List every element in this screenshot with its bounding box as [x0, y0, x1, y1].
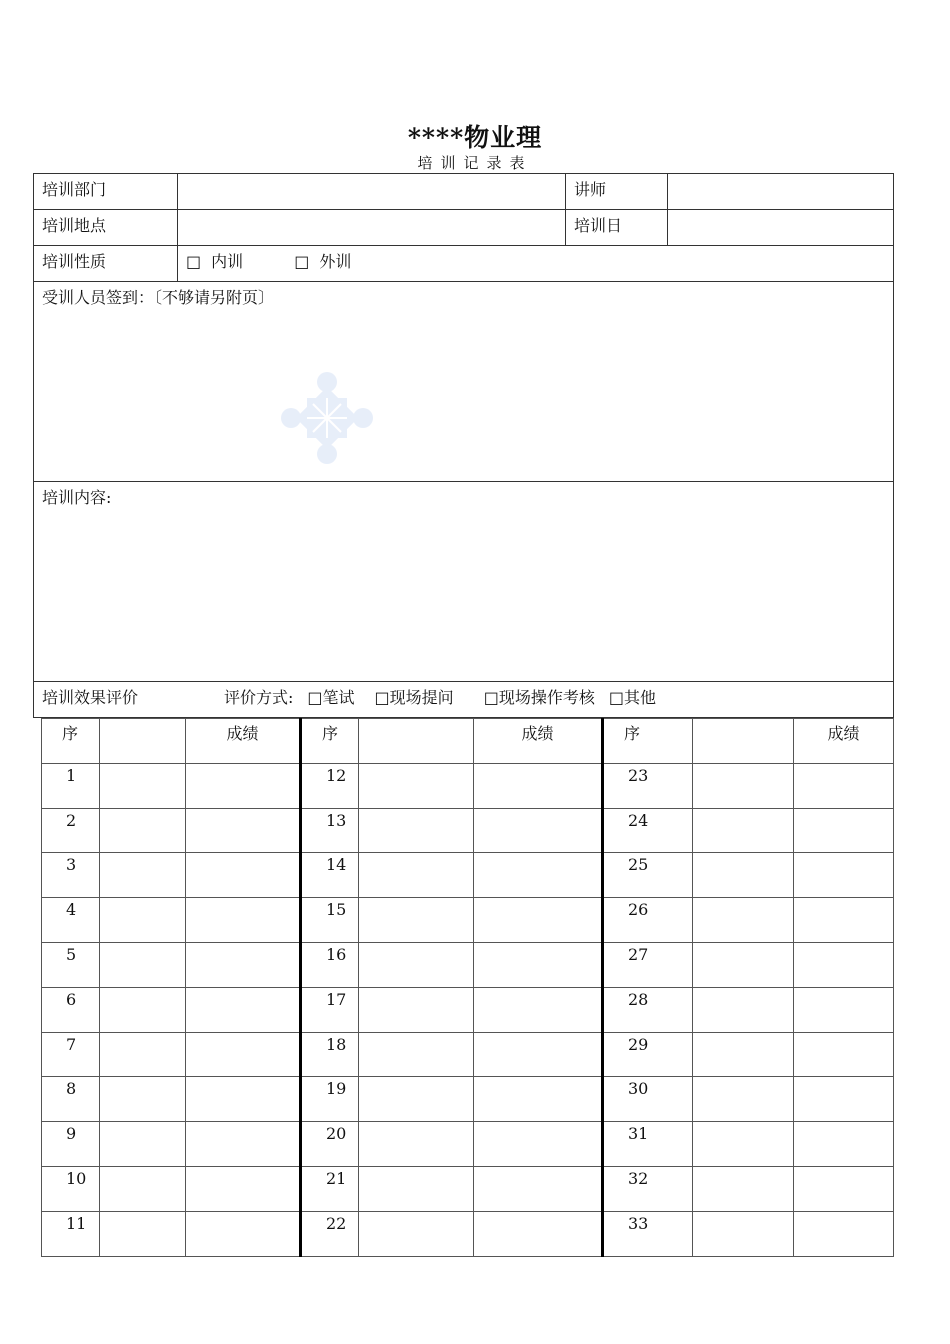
eval-option-other-label: 其他 — [623, 688, 656, 707]
eval-option-other[interactable] — [609, 685, 656, 708]
score-cell[interactable] — [474, 1077, 603, 1122]
name-cell[interactable] — [693, 1077, 794, 1122]
seq-number: 4 — [42, 898, 100, 943]
table-row — [42, 763, 894, 808]
score-cell[interactable] — [474, 942, 603, 987]
lecturer-label: 讲师 — [566, 174, 668, 210]
name-cell[interactable] — [359, 1032, 474, 1077]
score-cell[interactable] — [474, 808, 603, 853]
date-field[interactable] — [668, 210, 894, 246]
name-cell[interactable] — [100, 1211, 186, 1256]
table-row — [42, 942, 894, 987]
seq-number: 25 — [603, 853, 693, 898]
seq-number: 26 — [603, 898, 693, 943]
score-cell[interactable] — [186, 987, 301, 1032]
name-cell[interactable] — [693, 853, 794, 898]
seq-header: 序 — [603, 719, 693, 764]
name-cell[interactable] — [359, 1077, 474, 1122]
seq-number: 24 — [603, 808, 693, 853]
score-cell[interactable] — [186, 808, 301, 853]
name-cell[interactable] — [693, 1122, 794, 1167]
name-cell[interactable] — [359, 1166, 474, 1211]
table-row — [42, 1122, 894, 1167]
seq-number: 7 — [42, 1032, 100, 1077]
name-cell[interactable] — [100, 808, 186, 853]
content-area[interactable] — [34, 482, 894, 682]
name-cell[interactable] — [693, 1166, 794, 1211]
location-label: 培训地点 — [34, 210, 178, 246]
score-cell[interactable] — [474, 1032, 603, 1077]
score-grid — [41, 718, 894, 1257]
score-cell[interactable] — [794, 808, 894, 853]
option-external[interactable] — [294, 249, 351, 272]
score-cell[interactable] — [474, 1211, 603, 1256]
seq-number: 21 — [301, 1166, 359, 1211]
name-cell[interactable] — [693, 763, 794, 808]
checkbox-icon[interactable]: □ — [307, 688, 323, 707]
seq-number: 22 — [301, 1211, 359, 1256]
checkbox-icon[interactable]: □ — [483, 688, 499, 707]
content-label: 培训内容: — [42, 488, 112, 507]
score-cell[interactable] — [186, 1211, 301, 1256]
score-cell[interactable] — [186, 1077, 301, 1122]
score-cell[interactable] — [186, 898, 301, 943]
name-cell[interactable] — [693, 1211, 794, 1256]
checkbox-icon[interactable]: □ — [294, 252, 310, 271]
score-header: 成绩 — [186, 719, 301, 764]
dept-label: 培训部门 — [34, 174, 178, 210]
seq-number: 27 — [603, 942, 693, 987]
seq-header: 序 — [301, 719, 359, 764]
page-title: ****物业理 — [407, 123, 543, 152]
score-header: 成绩 — [794, 719, 894, 764]
seq-number: 11 — [42, 1211, 100, 1256]
seq-number: 9 — [42, 1122, 100, 1167]
name-cell[interactable] — [100, 1122, 186, 1167]
nature-label: 培训性质 — [34, 246, 178, 282]
score-cell[interactable] — [794, 987, 894, 1032]
table-row — [42, 1077, 894, 1122]
name-cell — [359, 719, 474, 764]
eval-option-question[interactable] — [375, 685, 454, 708]
signin-label: 受训人员签到：〔不够请另附页〕 — [42, 288, 275, 307]
table-row — [42, 898, 894, 943]
name-cell[interactable] — [359, 1211, 474, 1256]
name-cell[interactable] — [359, 853, 474, 898]
nature-options — [178, 246, 894, 282]
grid-body — [42, 763, 894, 1256]
name-cell[interactable] — [693, 1032, 794, 1077]
name-cell[interactable] — [693, 987, 794, 1032]
seq-number: 2 — [42, 808, 100, 853]
name-cell[interactable] — [359, 987, 474, 1032]
name-cell[interactable] — [693, 942, 794, 987]
name-cell[interactable] — [100, 1032, 186, 1077]
seq-number: 32 — [603, 1166, 693, 1211]
training-form-table — [33, 173, 894, 718]
seq-number: 20 — [301, 1122, 359, 1167]
score-cell[interactable] — [186, 1122, 301, 1167]
table-row — [42, 987, 894, 1032]
score-cell[interactable] — [794, 898, 894, 943]
location-field[interactable] — [178, 210, 566, 246]
seq-number: 29 — [603, 1032, 693, 1077]
score-cell[interactable] — [186, 763, 301, 808]
seq-number: 28 — [603, 987, 693, 1032]
seq-number: 17 — [301, 987, 359, 1032]
table-row — [42, 853, 894, 898]
eval-option-written-label: 笔试 — [322, 688, 355, 707]
name-cell[interactable] — [100, 898, 186, 943]
signin-area[interactable] — [34, 282, 894, 482]
seq-number: 31 — [603, 1122, 693, 1167]
score-cell[interactable] — [186, 1166, 301, 1211]
grid-header-row — [42, 719, 894, 764]
eval-option-practical-label: 现场操作考核 — [498, 688, 595, 707]
seq-number: 12 — [301, 763, 359, 808]
score-cell[interactable] — [794, 1122, 894, 1167]
seq-number: 3 — [42, 853, 100, 898]
name-cell[interactable] — [100, 942, 186, 987]
score-cell[interactable] — [794, 853, 894, 898]
table-row — [42, 1032, 894, 1077]
score-cell[interactable] — [794, 1032, 894, 1077]
seq-number: 19 — [301, 1077, 359, 1122]
score-cell[interactable] — [474, 853, 603, 898]
score-cell[interactable] — [186, 853, 301, 898]
name-cell[interactable] — [359, 763, 474, 808]
checkbox-icon[interactable]: □ — [186, 252, 202, 271]
table-row — [42, 1166, 894, 1211]
name-cell[interactable] — [100, 1166, 186, 1211]
name-cell — [693, 719, 794, 764]
seq-number: 23 — [603, 763, 693, 808]
page-subtitle: 培训记录表 — [417, 154, 533, 172]
name-cell[interactable] — [100, 763, 186, 808]
seq-number: 14 — [301, 853, 359, 898]
date-label: 培训日 — [566, 210, 668, 246]
dept-field[interactable] — [178, 174, 566, 210]
seq-number: 1 — [42, 763, 100, 808]
name-cell[interactable] — [100, 853, 186, 898]
name-cell[interactable] — [359, 898, 474, 943]
table-row — [42, 808, 894, 853]
score-cell[interactable] — [474, 898, 603, 943]
option-internal-label: 内训 — [211, 252, 244, 271]
name-cell[interactable] — [100, 987, 186, 1032]
option-internal[interactable] — [186, 249, 243, 272]
score-cell[interactable] — [186, 942, 301, 987]
checkbox-icon[interactable]: □ — [374, 688, 390, 707]
name-cell[interactable] — [359, 942, 474, 987]
eval-option-practical[interactable] — [484, 685, 595, 708]
seq-number: 18 — [301, 1032, 359, 1077]
option-external-label: 外训 — [319, 252, 352, 271]
seq-number: 5 — [42, 942, 100, 987]
score-cell[interactable] — [794, 763, 894, 808]
seq-number: 13 — [301, 808, 359, 853]
score-cell[interactable] — [794, 942, 894, 987]
evaluation-row — [34, 682, 894, 718]
lecturer-field[interactable] — [668, 174, 894, 210]
score-cell[interactable] — [474, 1166, 603, 1211]
score-cell[interactable] — [186, 1032, 301, 1077]
score-cell[interactable] — [474, 763, 603, 808]
eval-method-label: 评价方式: — [224, 688, 294, 707]
eval-label: 培训效果评价 — [42, 688, 139, 707]
table-row — [42, 1211, 894, 1256]
score-cell[interactable] — [794, 1077, 894, 1122]
seq-number: 10 — [42, 1166, 100, 1211]
name-cell[interactable] — [359, 1122, 474, 1167]
eval-option-written[interactable] — [307, 685, 354, 708]
seq-header: 序 — [42, 719, 100, 764]
seq-number: 33 — [603, 1211, 693, 1256]
seq-number: 16 — [301, 942, 359, 987]
name-cell[interactable] — [100, 1077, 186, 1122]
name-cell[interactable] — [693, 808, 794, 853]
name-cell[interactable] — [359, 808, 474, 853]
score-cell[interactable] — [474, 987, 603, 1032]
name-cell[interactable] — [693, 898, 794, 943]
eval-option-question-label: 现场提问 — [389, 688, 454, 707]
seq-number: 8 — [42, 1077, 100, 1122]
seq-number: 15 — [301, 898, 359, 943]
score-header: 成绩 — [474, 719, 603, 764]
name-cell — [100, 719, 186, 764]
seq-number: 30 — [603, 1077, 693, 1122]
score-cell[interactable] — [794, 1211, 894, 1256]
score-cell[interactable] — [474, 1122, 603, 1167]
checkbox-icon[interactable]: □ — [608, 688, 624, 707]
seq-number: 6 — [42, 987, 100, 1032]
score-cell[interactable] — [794, 1166, 894, 1211]
